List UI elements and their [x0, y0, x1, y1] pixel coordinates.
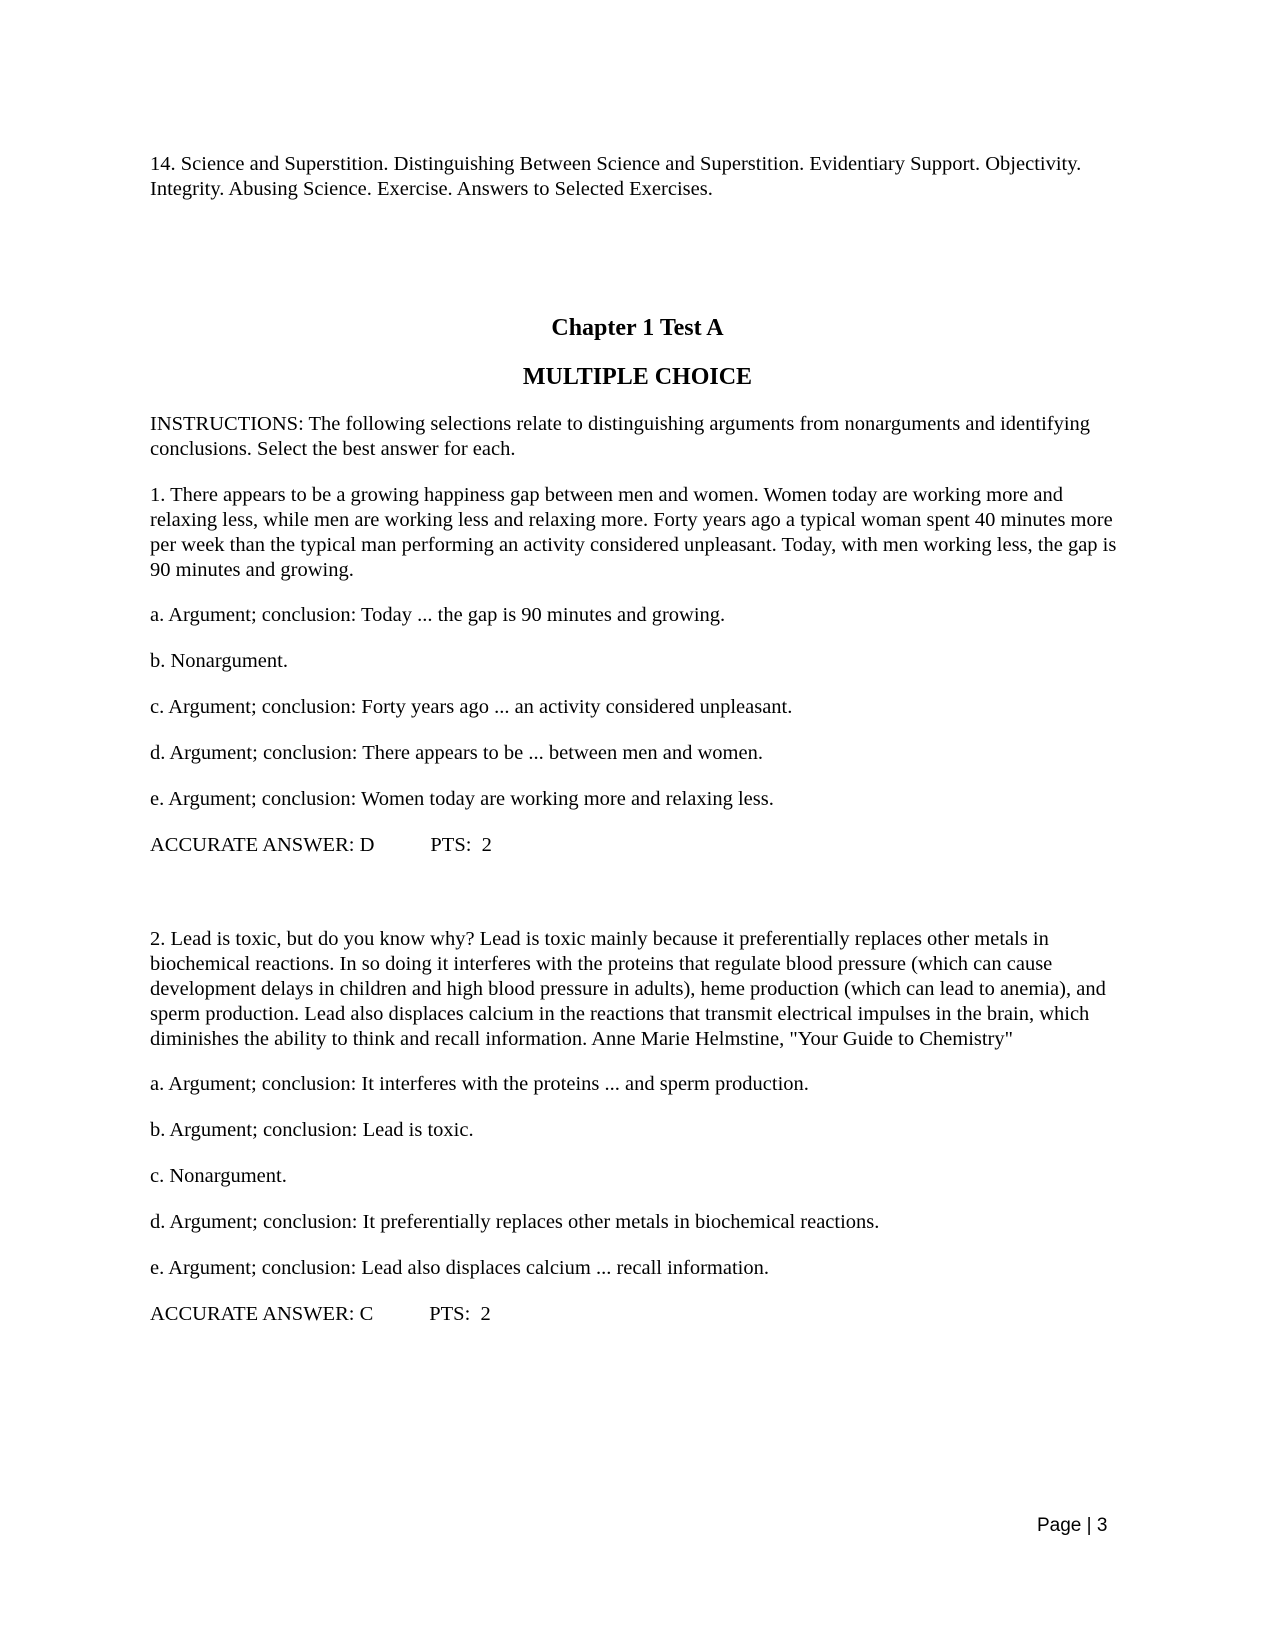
toc-entry-text: 14. Science and Superstition. Distinguishing Between Science and Superstition. Evidentiary Support. Objectivity. Integrity. Abusing Science. Exercise. Answers to Selected Exercises.: [150, 153, 1082, 200]
option-c: c. Argument; conclusion: Forty years ago ... an activity considered unpleasant.: [150, 696, 793, 718]
answer-line: [150, 833, 1125, 858]
toc-entry: [150, 152, 1125, 202]
accurate-answer: ACCURATE ANSWER: C: [150, 1303, 374, 1325]
points: PTS: 2: [429, 1303, 491, 1325]
instructions: [150, 412, 1125, 462]
question-1: [150, 483, 1125, 858]
option-d: d. Argument; conclusion: It preferentially replaces other metals in biochemical reactions.: [150, 1211, 880, 1233]
chapter-title: Chapter 1 Test A: [551, 315, 724, 341]
page-number: Page | 3: [1037, 1515, 1108, 1536]
option-d: d. Argument; conclusion: There appears to be ... between men and women.: [150, 742, 763, 764]
option-b: b. Argument; conclusion: Lead is toxic.: [150, 1119, 474, 1141]
question-2: [150, 927, 1125, 1327]
accurate-answer: ACCURATE ANSWER: D: [150, 834, 375, 856]
answer-line: [150, 1302, 1125, 1327]
section-title: MULTIPLE CHOICE: [522, 364, 753, 390]
option-c: c. Nonargument.: [150, 1165, 287, 1187]
option-b: b. Nonargument.: [150, 650, 288, 672]
question-text: 2. Lead is toxic, but do you know why? Lead is toxic mainly because it preferentially replaces other metals in biochemical reactions. In so doing it interferes with the proteins that regulate blood pressure (which can cause development delays in children and high blood pressure in adults), heme production (which can lead to anemia), and sperm production. Lead also displaces calcium in the reactions that transmit electrical impulses in the brain, which diminishes the ability to think and recall information. Anne Marie Helmstine, "Your Guide to Chemistry": [150, 928, 1106, 1050]
option-e: e. Argument; conclusion: Women today are working more and relaxing less.: [150, 788, 774, 810]
instructions-text: INSTRUCTIONS: The following selections relate to distinguishing arguments from nonarguments and identifying conclusions. Select the best answer for each.: [150, 413, 1091, 460]
option-a: a. Argument; conclusion: Today ... the gap is 90 minutes and growing.: [150, 604, 726, 626]
option-e: e. Argument; conclusion: Lead also displaces calcium ... recall information.: [150, 1257, 769, 1279]
points: PTS: 2: [430, 834, 492, 856]
question-text: 1. There appears to be a growing happiness gap between men and women. Women today are working more and relaxing less, while men are working less and relaxing more. Forty years ago a typical woman spent 40 minutes more per week than the typical man performing an activity considered unpleasant. Today, with men working less, the gap is 90 minutes and growing.: [150, 484, 1117, 581]
option-a: a. Argument; conclusion: It interferes with the proteins ... and sperm production.: [150, 1073, 809, 1095]
